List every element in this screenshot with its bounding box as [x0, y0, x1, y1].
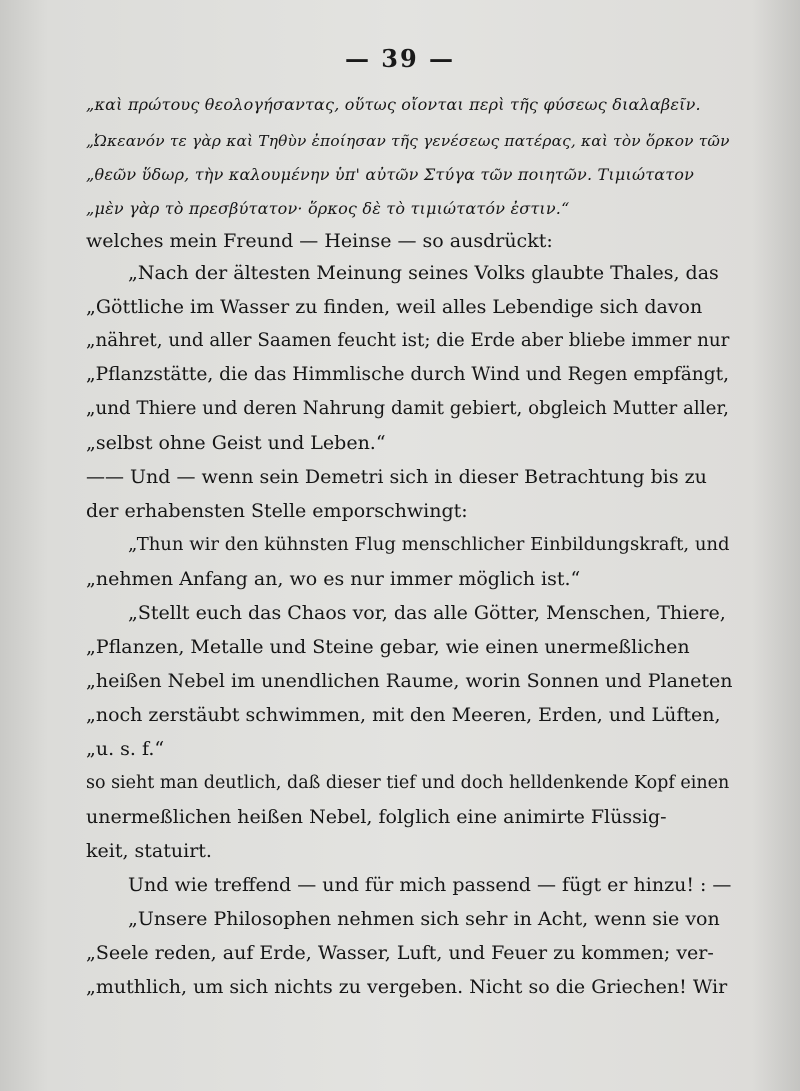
- greek-line-4: „μὲν γὰρ τὸ πρεσβύτατον· ὅρκος δὲ τὸ τιμιώτατόν ἐστιν.“: [86, 199, 570, 218]
- quote-line-1: „Nach der ältesten Meinung seines Volks glaubte Thales, das: [128, 262, 719, 284]
- quote3-line-5: „u. s. f.“: [86, 738, 165, 760]
- text-line-demetri: —— Und — wenn sein Demetri sich in dieser Betrachtung bis zu: [86, 466, 707, 488]
- text-line-conclusion-3: keit, statuirt.: [86, 840, 212, 862]
- quote3-line-2: „Pflanzen, Metalle und Steine gebar, wie einen unermeßlichen: [86, 636, 690, 658]
- quote-line-3: „nähret, und aller Saamen feucht ist; die Erde aber bliebe immer nur: [86, 330, 730, 351]
- text-line: [86, 92, 736, 118]
- quote-line-5: „und Thiere und deren Nahrung damit gebiert, obgleich Mutter aller,: [86, 398, 729, 419]
- text-line-conclusion-1: so sieht man deutlich, daß dieser tief und doch helldenkende Kopf einen: [86, 773, 730, 793]
- greek-line-1: „καὶ πρώτους θεολογήσαντας, οὕτως οἴονται περὶ τῆς φύσεως διαλαβεῖν.: [86, 95, 701, 114]
- quote4-line-2: „Seele reden, auf Erde, Wasser, Luft, und Feuer zu kommen; ver-: [86, 942, 714, 964]
- text-line-conclusion-2: unermeßlichen heißen Nebel, folglich eine animirte Flüssig-: [86, 806, 667, 828]
- quote3-line-4: „noch zerstäubt schwimmen, mit den Meeren, Erden, und Lüften,: [86, 704, 721, 726]
- quote4-line-3: „muthlich, um sich nichts zu vergeben. Nicht so die Griechen! Wir: [86, 976, 728, 998]
- text-line-emporschwingt: der erhabensten Stelle emporschwingt:: [86, 500, 468, 522]
- quote-line-2: „Göttliche im Wasser zu finden, weil alles Lebendige sich davon: [86, 296, 703, 318]
- quote2-line-2: „nehmen Anfang an, wo es nur immer möglich ist.“: [86, 568, 581, 590]
- quote-line-6: „selbst ohne Geist und Leben.“: [86, 432, 386, 454]
- quote-line-4: „Pflanzstätte, die das Himmlische durch Wind und Regen empfängt,: [86, 364, 730, 385]
- page-number: — 39 —: [344, 44, 456, 73]
- greek-line-2: „Ὠκεανόν τε γὰρ καὶ Τηθὺν ἐποίησαν τῆς γενέσεως πατέρας, καὶ τὸν ὅρκον τῶν: [86, 132, 730, 150]
- text-line-hinzu: Und wie treffend — und für mich passend — fügt er hinzu! : —: [128, 874, 732, 896]
- greek-line-3: „θεῶν ὕδωρ, τὴν καλουμένην ὑπ' αὐτῶν Στύγα τῶν ποιητῶν. Τιμιώτατον: [86, 165, 695, 184]
- quote4-line-1: „Unsere Philosophen nehmen sich sehr in Acht, wenn sie von: [128, 908, 720, 930]
- text-line-intro: welches mein Freund — Heinse — so ausdrückt:: [86, 230, 553, 252]
- quote3-line-3: „heißen Nebel im unendlichen Raume, worin Sonnen und Planeten: [86, 670, 733, 692]
- quote3-line-1: „Stellt euch das Chaos vor, das alle Götter, Menschen, Thiere,: [128, 602, 726, 624]
- quote2-line-1: „Thun wir den kühnsten Flug menschlicher Einbildungskraft, und: [128, 534, 730, 555]
